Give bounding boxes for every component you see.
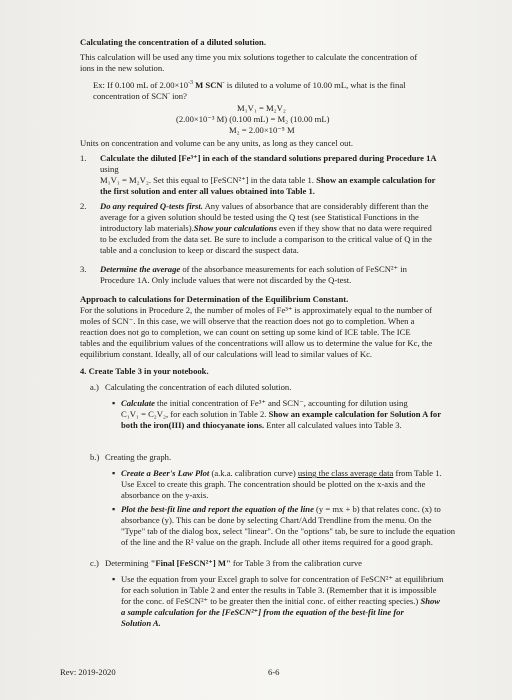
step-4b-bullet-2-line-4: of the line and the R² value on the graph. Include all other items required for a good graph. bbox=[121, 537, 433, 547]
step-4b-bullet-2-line-2: absorbance (y). This can be done by selecting Chart/Add Trendline from the menu. On the bbox=[121, 515, 432, 525]
section-title: Calculating the concentration of a diluted solution. bbox=[80, 37, 266, 47]
item-3-line-1: Determine the average of the absorbance measurements for each solution of FeSCN²⁺ in bbox=[100, 264, 407, 274]
item-2-line-2: average for a given solution should be tested using the Q test (see Statistical Functions in the bbox=[100, 212, 419, 222]
item-2-line-1: Do any required Q-tests first. Any values of absorbance that are considerably different than the bbox=[100, 201, 429, 211]
item-1-line-4: the first solution and enter all values obtained into Table 1. bbox=[100, 186, 315, 196]
step-4a-text: Calculating the concentration of each diluted solution. bbox=[105, 382, 292, 392]
item-1-line-2: using bbox=[100, 164, 119, 174]
approach-line-2: moles of SCN⁻. In this case, we will observe that the reaction does not go to completion. When a bbox=[80, 316, 415, 326]
approach-line-5: equilibrium constant. Ideally, all of our calculations will lead to similar values of Kc. bbox=[80, 349, 373, 359]
step-4a-bullet-line-3: both the iron(III) and thiocyanate ions. Enter all calculated values into Table 3. bbox=[121, 420, 402, 430]
step-4a-bullet-line-1: Calculate the initial concentration of Fe³⁺ and SCN⁻, accounting for dilution using bbox=[121, 398, 408, 408]
bullet-icon: ▪ bbox=[112, 468, 116, 478]
step-4a-label: a.) bbox=[90, 382, 99, 392]
intro-line-1: This calculation will be used any time you mix solutions together to calculate the concentration of bbox=[80, 52, 418, 62]
step-4b-bullet-1-line-3: absorbance on the y-axis. bbox=[121, 490, 209, 500]
item-2-line-4: to be excluded from the data set. Be sure to include a comparison to the critical value of Q in the bbox=[100, 234, 432, 244]
footer-page-number: 6-6 bbox=[268, 667, 280, 677]
example-line-2: concentration of SCN- ion? bbox=[93, 91, 187, 101]
step-4c-bullet-line-5: Solution A. bbox=[121, 618, 161, 628]
bullet-icon: ▪ bbox=[112, 574, 116, 584]
step-4c-bullet-line-3: for the conc. of FeSCN²⁺ to be greater then the initial conc. of either reacting species.) Show bbox=[121, 596, 441, 606]
step-4b-text: Creating the graph. bbox=[105, 452, 172, 462]
step-4-heading: 4. Create Table 3 in your notebook. bbox=[80, 366, 209, 376]
step-4b-bullet-1-line-1: Create a Beer's Law Plot (a.k.a. calibration curve) using the class average data from Table 1. bbox=[121, 468, 442, 478]
equation-2: (2.00×10⁻³ M) (0.100 mL) = M₂ (10.00 mL) bbox=[176, 114, 330, 124]
item-2-line-5: table and a conclusion to keep or discard the suspect data. bbox=[100, 245, 299, 255]
footer-revision: Rev: 2019-2020 bbox=[60, 667, 116, 677]
step-4b-bullet-1-line-2: Use Excel to create this graph. The concentration should be plotted on the x-axis and the bbox=[121, 479, 426, 489]
approach-line-4: tables and the equilibrium values of the concentrations will allow us to determine the value for Kc, the bbox=[80, 338, 433, 348]
item-2-number: 2. bbox=[80, 201, 87, 211]
item-1-line-3: M₁V₁ = M₂V₂. Set this equal to [FeSCN²⁺] in the data table 1. Show an example calculation for bbox=[100, 175, 436, 185]
step-4c-bullet-line-2: for each solution in Table 2 and enter the results in Table 3. (Remember that it is impossible bbox=[121, 585, 437, 595]
equation-1: M₁V₁ = M₂V₂ bbox=[237, 103, 286, 113]
step-4c-text: Determining "Final [FeSCN²⁺] M" for Table 3 from the calibration curve bbox=[105, 558, 362, 568]
step-4b-label: b.) bbox=[90, 452, 100, 462]
item-2-line-3: introductory lab materials).Show your calculations even if they show that no data were required bbox=[100, 223, 432, 233]
step-4c-bullet-line-1: Use the equation from your Excel graph to solve for concentration of FeSCN²⁺ at equilibrium bbox=[121, 574, 444, 584]
step-4a-bullet-line-2: C₁V₁ = C₂V₂, for each solution in Table 2. Show an example calculation for Solution A for bbox=[121, 409, 442, 419]
item-3-number: 3. bbox=[80, 264, 87, 274]
bullet-icon: ▪ bbox=[112, 398, 116, 408]
item-1-number: 1. bbox=[80, 153, 87, 163]
intro-line-2: ions in the new solution. bbox=[80, 63, 165, 73]
equation-3: M₂ = 2.00×10⁻⁵ M bbox=[229, 125, 295, 135]
bullet-icon: ▪ bbox=[112, 504, 116, 514]
approach-line-3: reaction does not go to completion, we can count on setting up some kind of ICE table. The ICE bbox=[80, 327, 411, 337]
approach-heading: Approach to calculations for Determination of the Equilibrium Constant. bbox=[80, 294, 349, 304]
approach-line-1: For the solutions in Procedure 2, the number of moles of Fe³⁺ is approximately equal to the number of bbox=[80, 305, 432, 315]
example-line-1: Ex: If 0.100 mL of $2.00\times 10^{-3}$ M SCN- is diluted to a volume of 10.00 mL, what is the final bbox=[93, 80, 406, 90]
item-1-heading: Calculate the diluted [Fe³⁺] in each of the standard solutions prepared during Procedure 1A bbox=[100, 153, 437, 163]
item-3-line-2: Procedure 1A. Only include values that were not discarded by the Q-test. bbox=[100, 275, 352, 285]
step-4b-bullet-2-line-3: "Type" tab of the dialog box, select "linear". On the "options" tab, be sure to include the equation bbox=[121, 526, 456, 536]
step-4c-bullet-line-4: a sample calculation for the [FeSCN²⁺] from the equation of the best-fit line for bbox=[121, 607, 404, 617]
step-4b-bullet-2-line-1: Plot the best-fit line and report the equation of the line (y = mx + b) that relates conc. (x) to bbox=[121, 504, 441, 514]
step-4c-label: c.) bbox=[90, 558, 99, 568]
units-note: Units on concentration and volume can be any units, as long as they cancel out. bbox=[80, 138, 354, 148]
